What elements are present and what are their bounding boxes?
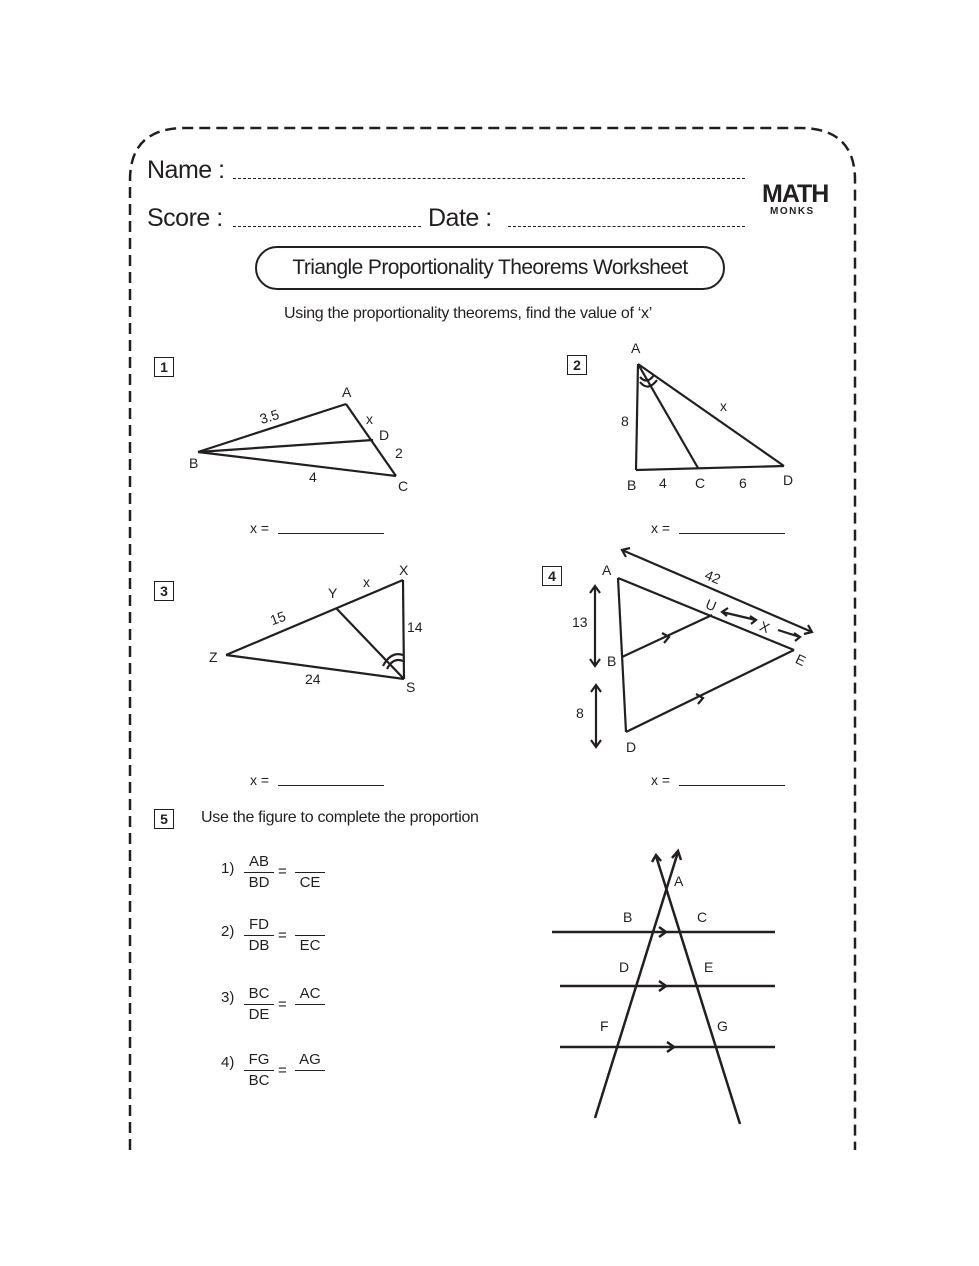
p5-item-3-equals: = — [278, 996, 287, 1013]
p4-label-x: X — [757, 617, 773, 637]
problem-5-number: 5 — [154, 809, 174, 829]
p5-label-d: D — [619, 959, 630, 975]
p5-item-2-num: FD — [244, 915, 274, 936]
p5-item-3-num: BC — [244, 984, 274, 1005]
p4-label-d: D — [626, 739, 637, 755]
problem-4-number: 4 — [542, 566, 562, 586]
p4-label-bd: 8 — [576, 705, 584, 721]
p3-label-zy: 15 — [267, 607, 288, 629]
problem-3-number: 3 — [154, 581, 174, 601]
p2-label-c: C — [695, 475, 706, 491]
p5-item-4-equals: = — [278, 1062, 287, 1079]
p5-item-4-right-fraction[interactable] — [295, 1050, 325, 1091]
p5-item-1-rden: CE — [299, 874, 321, 891]
p5-item-1-right-fraction[interactable] — [295, 852, 325, 893]
p5-item-4-label: 4) — [221, 1054, 235, 1071]
p5-item-3-den: DE — [248, 1006, 270, 1023]
p5-item-2-label: 2) — [221, 923, 235, 940]
p3-label-zs: 24 — [305, 671, 321, 687]
p1-label-b: B — [189, 455, 199, 471]
p5-item-4-rnum: AG — [295, 1050, 325, 1071]
p1-label-d: D — [379, 427, 390, 443]
p5-item-1-den: BD — [248, 874, 270, 891]
p3-label-xs: 14 — [407, 619, 423, 635]
p5-item-2-rden: EC — [299, 937, 321, 954]
p4-label-ab: 13 — [572, 614, 588, 630]
p1-label-bc: 4 — [309, 469, 317, 485]
p5-item-2-right-fraction[interactable] — [295, 915, 325, 956]
p5-item-1-rnum — [295, 852, 325, 873]
p1-label-x: x — [366, 411, 373, 427]
p5-item-3-rnum: AC — [295, 984, 325, 1005]
date-field[interactable] — [508, 226, 745, 227]
p3-answer-label: x = — [250, 772, 270, 788]
p4-label-ae: 42 — [702, 566, 724, 588]
p3-answer-field[interactable] — [278, 785, 384, 786]
date-label: Date : — [428, 204, 492, 232]
p2-label-a: A — [631, 340, 641, 356]
p2-answer-field[interactable] — [679, 533, 785, 534]
p3-label-x: X — [399, 562, 409, 578]
p2-label-x: x — [720, 398, 727, 414]
p2-answer-label: x = — [651, 520, 671, 536]
p5-item-3-right-fraction[interactable] — [295, 984, 325, 1025]
p5-item-4-den: BC — [248, 1072, 270, 1089]
p2-label-b: B — [627, 477, 637, 493]
problem-5-instruction: Use the figure to complete the proportion — [201, 809, 479, 826]
p3-label-xv: x — [363, 574, 370, 590]
p1-answer-label: x = — [250, 520, 270, 536]
p3-label-z: Z — [209, 649, 218, 665]
p2-label-bc: 4 — [659, 475, 667, 491]
p1-label-dc: 2 — [395, 445, 403, 461]
p1-answer-field[interactable] — [278, 533, 384, 534]
name-field[interactable] — [233, 178, 745, 179]
p2-label-cd: 6 — [739, 475, 747, 491]
p5-item-1-equals: = — [278, 863, 287, 880]
p2-label-d: D — [783, 472, 794, 488]
p5-item-1-label: 1) — [221, 860, 235, 877]
p5-item-4-left-fraction — [244, 1050, 274, 1091]
p5-item-3-rden — [295, 1005, 325, 1025]
p4-label-a: A — [602, 562, 612, 578]
p5-label-f: F — [600, 1018, 609, 1034]
p4-label-b: B — [607, 653, 617, 669]
logo-monks: MONKS — [770, 206, 815, 217]
p2-label-ab: 8 — [621, 413, 629, 429]
p4-answer-field[interactable] — [679, 785, 785, 786]
p3-label-y: Y — [328, 585, 338, 601]
p5-item-2-rnum — [295, 915, 325, 936]
score-field[interactable] — [233, 226, 421, 227]
problem-1-number: 1 — [154, 357, 174, 377]
p5-item-1-num: AB — [244, 852, 274, 873]
p5-item-4-rden — [295, 1071, 325, 1091]
p5-item-3-left-fraction — [244, 984, 274, 1025]
p5-label-b: B — [623, 909, 633, 925]
p5-item-1-left-fraction — [244, 852, 274, 893]
p5-label-g: G — [717, 1018, 728, 1034]
instruction-text: Using the proportionality theorems, find the value of ‘x’ — [284, 305, 652, 322]
p4-label-u: U — [703, 595, 719, 615]
p5-item-2-left-fraction — [244, 915, 274, 956]
p1-label-ab: 3.5 — [257, 406, 282, 428]
p5-label-c: C — [697, 909, 708, 925]
p4-label-e: E — [793, 650, 809, 670]
p3-label-s: S — [406, 679, 416, 695]
p4-answer-label: x = — [651, 772, 671, 788]
name-label: Name : — [147, 156, 225, 184]
p5-item-4-num: FG — [244, 1050, 274, 1071]
p1-label-a: A — [342, 384, 352, 400]
p5-item-2-den: DB — [248, 937, 270, 954]
logo-math: MATH — [762, 180, 829, 208]
p5-label-e: E — [704, 959, 714, 975]
problem-2-number: 2 — [567, 355, 587, 375]
p5-item-3-label: 3) — [221, 989, 235, 1006]
p1-label-c: C — [398, 478, 409, 494]
p5-label-a: A — [674, 873, 684, 889]
worksheet-title: Triangle Proportionality Theorems Worksheet — [255, 246, 725, 290]
score-label: Score : — [147, 204, 223, 232]
p5-item-2-equals: = — [278, 927, 287, 944]
